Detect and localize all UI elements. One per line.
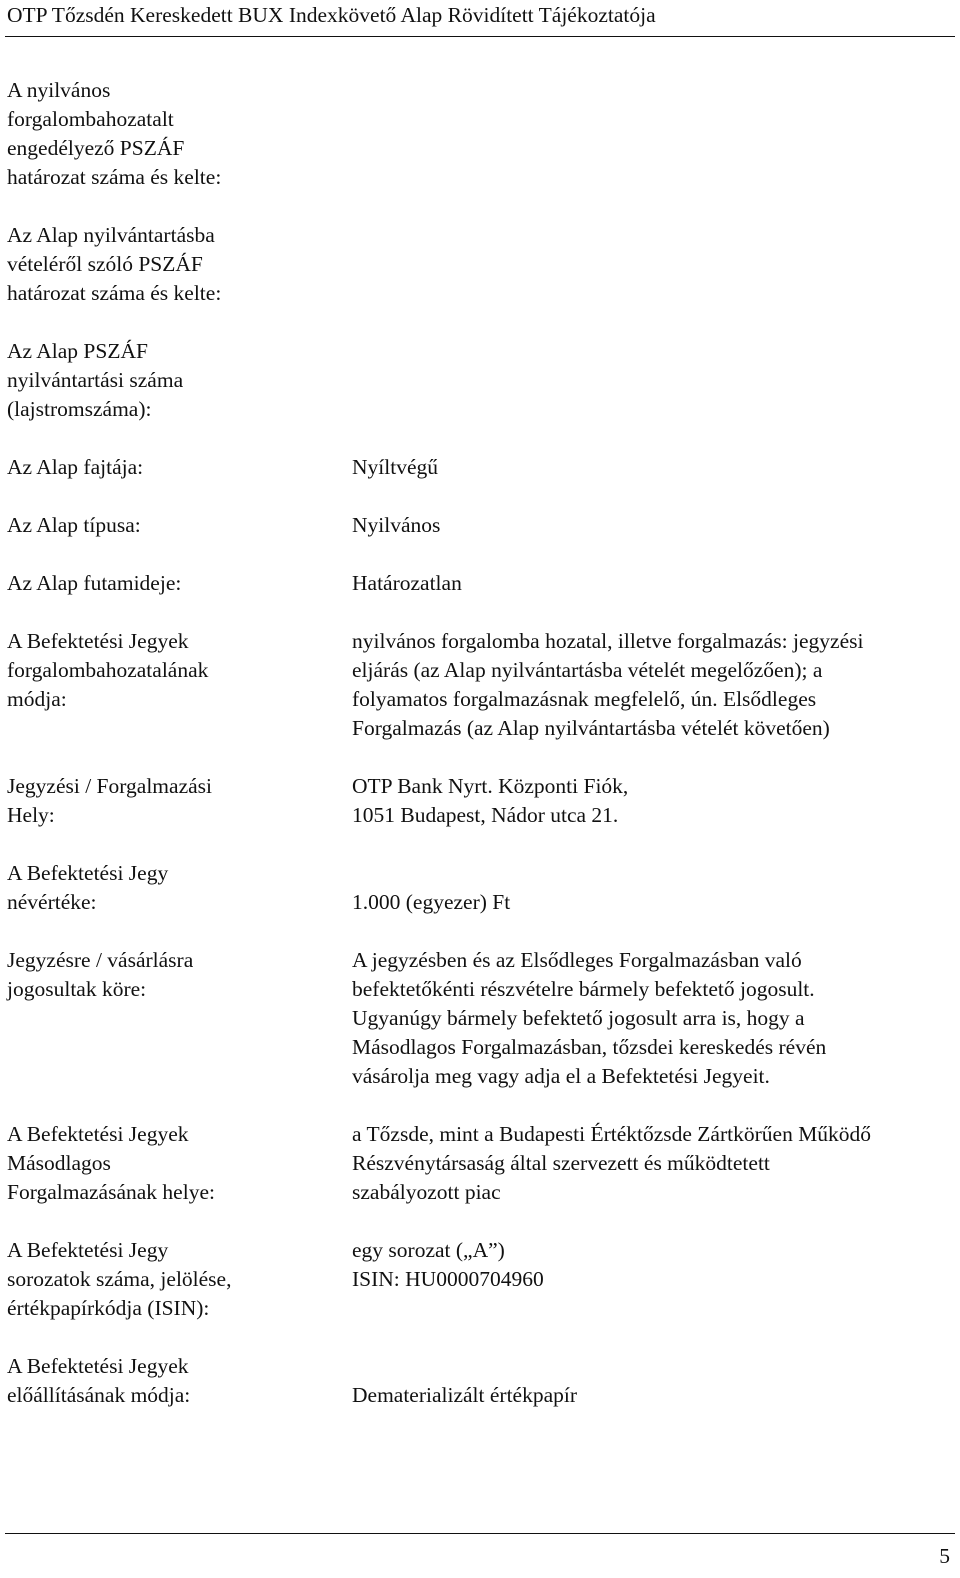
field-value-fund-type <box>352 511 958 540</box>
field-label-nominal-value: A Befektetési Jegy névértéke: <box>7 861 169 914</box>
value-line: folyamatos forgalmazásnak megfelelő, ún. Elsődleges <box>352 687 817 711</box>
field-value-series-isin <box>352 1236 958 1294</box>
document-header-title: OTP Tőzsdén Kereskedett BUX Indexkövető Alap Rövidített Tájékoztatója <box>7 3 656 27</box>
field-value-secondary-market <box>352 1120 958 1207</box>
field-label-secondary-market: A Befektetési Jegyek Másodlagos Forgalmazásának helye: <box>7 1122 215 1204</box>
field-value-production-method <box>352 1381 958 1410</box>
field-label-registration-resolution: Az Alap nyilvántartásba vételéről szóló PSZÁF határozat száma és kelte: <box>7 223 222 305</box>
field-value-subscription-place <box>352 772 958 830</box>
page-number: 5 <box>939 1544 950 1568</box>
field-label-production-method: A Befektetési Jegyek előállításának módja: <box>7 1354 191 1407</box>
value-line: a Tőzsde, mint a Budapesti Értéktőzsde Zártkörűen Működő <box>352 1122 872 1146</box>
value-line: Dematerializált értékpapír <box>352 1383 578 1407</box>
field-label-offering-method: A Befektetési Jegyek forgalombahozatalának módja: <box>7 629 209 711</box>
field-label-fund-kind: Az Alap fajtája: <box>7 455 144 479</box>
field-value-fund-kind <box>352 453 958 482</box>
field-label-fund-term: Az Alap futamideje: <box>7 571 182 595</box>
value-line: Részvénytársaság által szervezett és működtetett <box>352 1151 770 1175</box>
value-line: eljárás (az Alap nyilvántartásba vételét megelőzően); a <box>352 658 823 682</box>
value-line: Ugyanúgy bármely befektető jogosult arra is, hogy a <box>352 1006 805 1030</box>
value-line: Nyíltvégű <box>352 455 438 479</box>
field-value-offering-method <box>352 627 958 743</box>
value-line: vásárolja meg vagy adja el a Befektetési Jegyeit. <box>352 1064 770 1088</box>
value-line: egy sorozat („A”) <box>352 1238 505 1262</box>
field-label-subscription-place: Jegyzési / Forgalmazási Hely: <box>7 774 212 827</box>
field-value-eligible-subscribers <box>352 946 958 1091</box>
value-line: 1051 Budapest, Nádor utca 21. <box>352 803 619 827</box>
field-label-psza-approval-resolution: A nyilvános forgalombahozatalt engedélyező PSZÁF határozat száma és kelte: <box>7 78 222 189</box>
value-line: befektetőkénti részvételre bármely befektető jogosult. <box>352 977 815 1001</box>
value-line: Nyilvános <box>352 513 441 537</box>
field-label-eligible-subscribers: Jegyzésre / vásárlásra jogosultak köre: <box>7 948 194 1001</box>
value-line: Forgalmazás (az Alap nyilvántartásba vételét követően) <box>352 716 830 740</box>
field-value-nominal-value <box>352 888 958 917</box>
value-line: szabályozott piac <box>352 1180 501 1204</box>
field-label-fund-type: Az Alap típusa: <box>7 513 141 537</box>
field-label-registry-number: Az Alap PSZÁF nyilvántartási száma (lajstromszáma): <box>7 339 184 421</box>
value-line: 1.000 (egyezer) Ft <box>352 890 511 914</box>
footer-divider <box>5 1533 955 1534</box>
value-line: OTP Bank Nyrt. Központi Fiók, <box>352 774 629 798</box>
value-line: A jegyzésben és az Elsődleges Forgalmazásban való <box>352 948 802 972</box>
value-line: Másodlagos Forgalmazásban, tőzsdei kereskedés révén <box>352 1035 827 1059</box>
field-value-fund-term <box>352 569 958 598</box>
value-line: ISIN: HU0000704960 <box>352 1267 544 1291</box>
value-line: Határozatlan <box>352 571 462 595</box>
header-divider <box>5 36 955 37</box>
field-label-series-isin: A Befektetési Jegy sorozatok száma, jelölése, értékpapírkódja (ISIN): <box>7 1238 232 1320</box>
value-line: nyilvános forgalomba hozatal, illetve forgalmazás: jegyzési <box>352 629 864 653</box>
